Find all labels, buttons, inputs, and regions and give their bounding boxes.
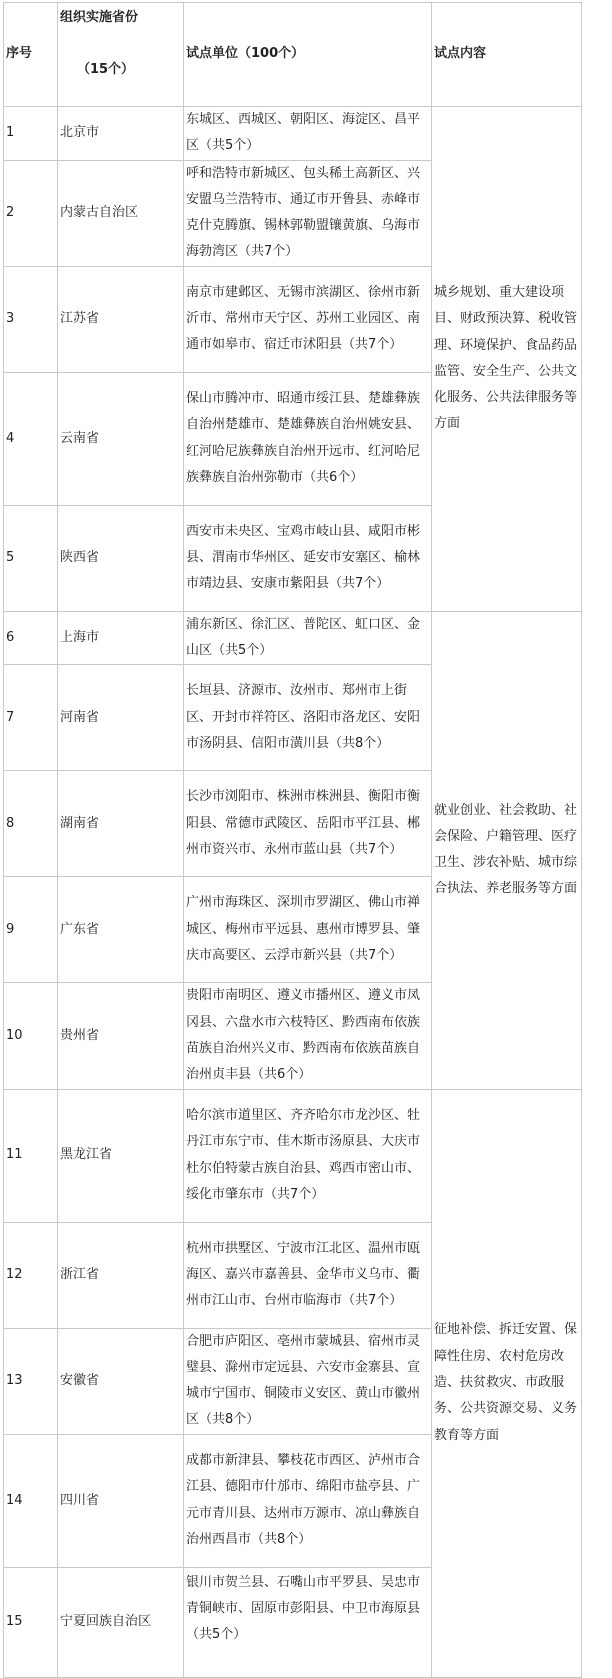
province-cell: 北京市 [58,107,184,161]
province-cell: 四川省 [58,1434,184,1567]
units-cell: 东城区、西城区、朝阳区、海淀区、昌平区（共5个） [184,107,432,161]
seq-cell: 4 [4,372,58,505]
header-province-title: 组织实施省份 [60,10,139,25]
seq-cell: 3 [4,266,58,372]
seq-cell: 9 [4,877,58,983]
seq-cell: 5 [4,505,58,611]
header-seq: 序号 [4,3,58,107]
header-content: 试点内容 [432,3,582,107]
units-cell: 长垣县、济源市、汝州市、郑州市上街区、开封市祥符区、洛阳市洛龙区、安阳市汤阴县、信阳市潢川县（共8个） [184,665,432,771]
units-cell: 贵阳市南明区、遵义市播州区、遵义市凤冈县、六盘水市六枝特区、黔西南布依族苗族自治州兴义市、黔西南布依族苗族自治州贞丰县（共6个） [184,983,432,1089]
province-cell: 广东省 [58,877,184,983]
units-cell: 杭州市拱墅区、宁波市江北区、温州市瓯海区、嘉兴市嘉善县、金华市义乌市、衢州市江山市、台州市临海市（共7个） [184,1222,432,1328]
table-row [4,1089,582,1222]
table-row [4,611,582,665]
units-cell: 合肥市庐阳区、亳州市蒙城县、宿州市灵璧县、滁州市定远县、六安市金寨县、宣城市宁国市、铜陵市义安区、黄山市徽州区（共8个） [184,1328,432,1434]
content-cell: 征地补偿、拆迁安置、保障性住房、农村危房改造、扶贫救灾、市政服务、公共资源交易、义务教育等方面 [432,1089,582,1677]
units-cell: 哈尔滨市道里区、齐齐哈尔市龙沙区、牡丹江市东宁市、佳木斯市汤原县、大庆市杜尔伯特蒙古族自治县、鸡西市密山市、绥化市肇东市（共7个） [184,1089,432,1222]
province-cell: 陕西省 [58,505,184,611]
province-cell: 河南省 [58,665,184,771]
seq-cell: 2 [4,160,58,266]
seq-cell: 1 [4,107,58,161]
province-cell: 安徽省 [58,1328,184,1434]
pilot-units-table [3,2,582,1678]
seq-cell: 11 [4,1089,58,1222]
province-cell: 黑龙江省 [58,1089,184,1222]
header-province-count: （15个） [76,62,135,78]
province-cell: 上海市 [58,611,184,665]
units-cell: 银川市贺兰县、石嘴山市平罗县、吴忠市青铜峡市、固原市彭阳县、中卫市海原县（共5个） [184,1567,432,1677]
header-row [4,3,582,107]
units-cell: 南京市建邺区、无锡市滨湖区、徐州市新沂市、常州市天宁区、苏州工业园区、南通市如皋市、宿迁市沭阳县（共7个） [184,266,432,372]
units-cell: 保山市腾冲市、昭通市绥江县、楚雄彝族自治州楚雄市、楚雄彝族自治州姚安县、红河哈尼族彝族自治州开远市、红河哈尼族彝族自治州弥勒市（共6个） [184,372,432,505]
province-cell: 内蒙古自治区 [58,160,184,266]
seq-cell: 7 [4,665,58,771]
province-cell: 湖南省 [58,771,184,877]
table-row [4,107,582,161]
header-province [58,3,184,107]
header-units: 试点单位（100个） [184,3,432,107]
seq-cell: 10 [4,983,58,1089]
seq-cell: 13 [4,1328,58,1434]
content-cell: 就业创业、社会救助、社会保险、户籍管理、医疗卫生、涉农补贴、城市综合执法、养老服务等方面 [432,611,582,1089]
province-cell: 云南省 [58,372,184,505]
units-cell: 呼和浩特市新城区、包头稀土高新区、兴安盟乌兰浩特市、通辽市开鲁县、赤峰市克什克腾旗、锡林郭勒盟镶黄旗、乌海市海勃湾区（共7个） [184,160,432,266]
content-cell: 城乡规划、重大建设项目、财政预决算、税收管理、环境保护、食品药品监管、安全生产、公共文化服务、公共法律服务等方面 [432,107,582,612]
seq-cell: 14 [4,1434,58,1567]
seq-cell: 15 [4,1567,58,1677]
units-cell: 西安市未央区、宝鸡市岐山县、咸阳市彬县、渭南市华州区、延安市安塞区、榆林市靖边县、安康市紫阳县（共7个） [184,505,432,611]
province-cell: 宁夏回族自治区 [58,1567,184,1677]
units-cell: 成都市新津县、攀枝花市西区、泸州市合江县、德阳市什邡市、绵阳市盐亭县、广元市青川县、达州市万源市、凉山彝族自治州西昌市（共8个） [184,1434,432,1567]
units-cell: 浦东新区、徐汇区、普陀区、虹口区、金山区（共5个） [184,611,432,665]
seq-cell: 12 [4,1222,58,1328]
province-cell: 浙江省 [58,1222,184,1328]
province-cell: 贵州省 [58,983,184,1089]
province-cell: 江苏省 [58,266,184,372]
seq-cell: 8 [4,771,58,877]
seq-cell: 6 [4,611,58,665]
units-cell: 长沙市浏阳市、株洲市株洲县、衡阳市衡阳县、常德市武陵区、岳阳市平江县、郴州市资兴市、永州市蓝山县（共7个） [184,771,432,877]
units-cell: 广州市海珠区、深圳市罗湖区、佛山市禅城区、梅州市平远县、惠州市博罗县、肇庆市高要区、云浮市新兴县（共7个） [184,877,432,983]
